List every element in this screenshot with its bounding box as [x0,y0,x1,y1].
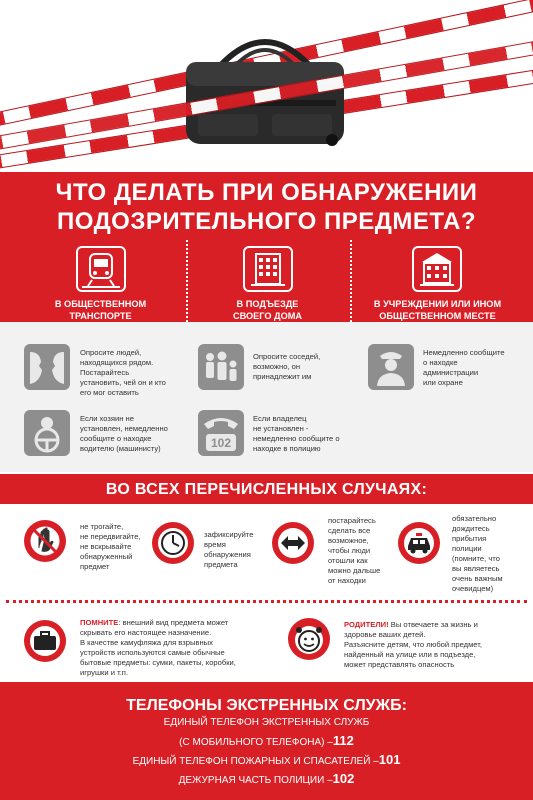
case-line: постарайтесь [328,516,376,525]
advice-line: Опросите соседей, [253,352,321,361]
remember-line: В качестве камуфляжа для взрывных [80,638,213,647]
title-line: ЧТО ДЕЛАТЬ ПРИ ОБНАРУЖЕНИИ [55,179,478,206]
phone-number: 102 [332,771,355,786]
remember-line: скрывать его настоящее назначение. [80,628,212,637]
phone-caption: (С МОБИЛЬНОГО ТЕЛЕФОНА) – [179,737,333,748]
label-line: ТРАНСПОРТЕ [69,311,132,321]
case-line: обязательно [452,514,497,523]
case-do-not-touch [80,522,158,572]
advice-line: его мог оставить [80,388,139,397]
faces-icon [24,344,70,390]
case-wait-police [452,514,528,594]
stop-hand-icon [24,520,66,562]
remember-line: : внешний вид предмета может [118,618,229,627]
advice-line: немедленно сообщите о [253,434,340,443]
advice-line: Немедленно сообщите [423,348,505,357]
building-icon [243,246,293,292]
case-move-people-away [328,516,398,586]
security-guard-icon [368,344,414,390]
advice-line: или охране [423,378,463,387]
case-line: можно дальше [328,566,381,575]
parents-line: найденный на улице или в подъезде, [344,650,476,659]
label-line: ОБЩЕСТВЕННОМ МЕСТЕ [379,311,496,321]
parents-line: здоровье ваших детей. [344,630,426,639]
label-line: В УЧРЕЖДЕНИИ ИЛИ ИНОМ [373,299,502,309]
case-line: обнаружения [204,550,251,559]
case-line: очевидцем) [452,584,494,593]
hero-image [0,0,533,172]
phones-line-fire [0,754,533,768]
family-icon [198,344,244,390]
advice-home-police [253,414,347,454]
advice-transport-ask [80,348,182,398]
case-line: вы являетесь [452,564,500,573]
remember-line: игрушки и т.п. [80,668,129,677]
briefcase-icon [24,620,66,662]
advice-line: водителю (машинисту) [80,444,161,453]
title-line: ПОДОЗРИТЕЛЬНОГО ПРЕДМЕТА? [56,208,477,235]
remember-keyword: ПОМНИТЕ [80,618,119,627]
double-arrow-icon [272,522,314,564]
case-line: не трогайте, [80,522,124,531]
steering-wheel-icon [24,410,70,456]
case-line: сделать все [328,526,371,535]
phone-caption: ЕДИНЫЙ ТЕЛЕФОН ПОЖАРНЫХ И СПАСАТЕЛЕЙ – [132,756,379,767]
column-label-transport [13,298,188,322]
label-line: В ПОДЪЕЗДЕ [236,299,299,309]
case-line: (помните, что [452,554,500,563]
case-line: очень важным [452,574,503,583]
parents-line: может представлять опасность [344,660,455,669]
phone-icon [198,410,244,456]
advice-line: не установлен - [253,424,309,433]
advice-line: администрации [423,368,479,377]
case-line: не вскрывайте [80,542,132,551]
advice-line: Постарайтесь [80,368,130,377]
phones-line-mobile [0,735,533,749]
page-title [0,178,533,236]
advice-line: установить, чей он и кто [80,378,166,387]
case-line: прибытия [452,534,487,543]
column-label-office [350,298,525,322]
remember-line: устройств используются самые обычные [80,648,225,657]
case-line: от находки [328,576,366,585]
advice-line: Опросите людей, [80,348,142,357]
advice-line: сообщите о находке [80,434,152,443]
case-line: предмет [80,562,110,571]
train-icon [76,246,126,292]
case-line: возможное, [328,536,369,545]
all-cases-title: ВО ВСЕХ ПЕРЕЧИСЛЕННЫХ СЛУЧАЯХ: [105,481,428,498]
parents-keyword: РОДИТЕЛИ! [344,620,389,629]
phones-title: ТЕЛЕФОНЫ ЭКСТРЕННЫХ СЛУЖБ: [126,697,407,714]
advice-line: принадлежит им [253,372,312,381]
parents-note [344,620,528,670]
case-line: отошли как [328,556,368,565]
label-line: В ОБЩЕСТВЕННОМ [54,299,147,309]
label-line: СВОЕГО ДОМА [232,311,303,321]
advice-home-neighbors [253,352,345,382]
advice-line: находке в полицию [253,444,321,453]
child-face-icon [288,618,330,660]
case-line: чтобы люди [328,546,371,555]
advice-line: находящихся рядом. [80,358,154,367]
phone-number-label: 102 [210,436,232,450]
case-line: время [204,540,226,549]
phone-number: 112 [332,733,354,748]
advice-transport-driver [80,414,182,454]
case-line: полиции [452,544,482,553]
phone-number: 101 [378,752,401,767]
institution-icon [412,246,462,292]
case-line: дождитесь [452,524,490,533]
advice-line: возможно, он [253,362,301,371]
case-line: предмета [204,560,238,569]
phones-line-unified: ЕДИНЫЙ ТЕЛЕФОН ЭКСТРЕННЫХ СЛУЖБ [163,717,370,728]
clock-icon [152,522,194,564]
column-label-home [180,298,355,322]
parents-line: Разъясните детям, что любой предмет, [344,640,483,649]
advice-line: Если владелец [253,414,307,423]
advice-line: о находке [423,358,458,367]
phones-line-police [0,773,533,787]
case-line: зафиксируйте [204,530,254,539]
case-record-time [204,530,270,570]
advice-line: Если хозяин не [80,414,134,423]
case-line: обнаруженный [80,552,133,561]
advice-line: установлен, немедленно [80,424,168,433]
case-line: не передвигайте, [80,532,141,541]
section-divider [6,600,527,603]
remember-note [80,618,256,678]
parents-line: Вы отвечаете за жизнь и [388,620,478,629]
phone-caption: ДЕЖУРНАЯ ЧАСТЬ ПОЛИЦИИ – [178,775,333,786]
advice-office-report [423,348,523,388]
police-car-icon [398,522,440,564]
remember-line: бытовые предметы: сумки, пакеты, коробки, [80,658,236,667]
